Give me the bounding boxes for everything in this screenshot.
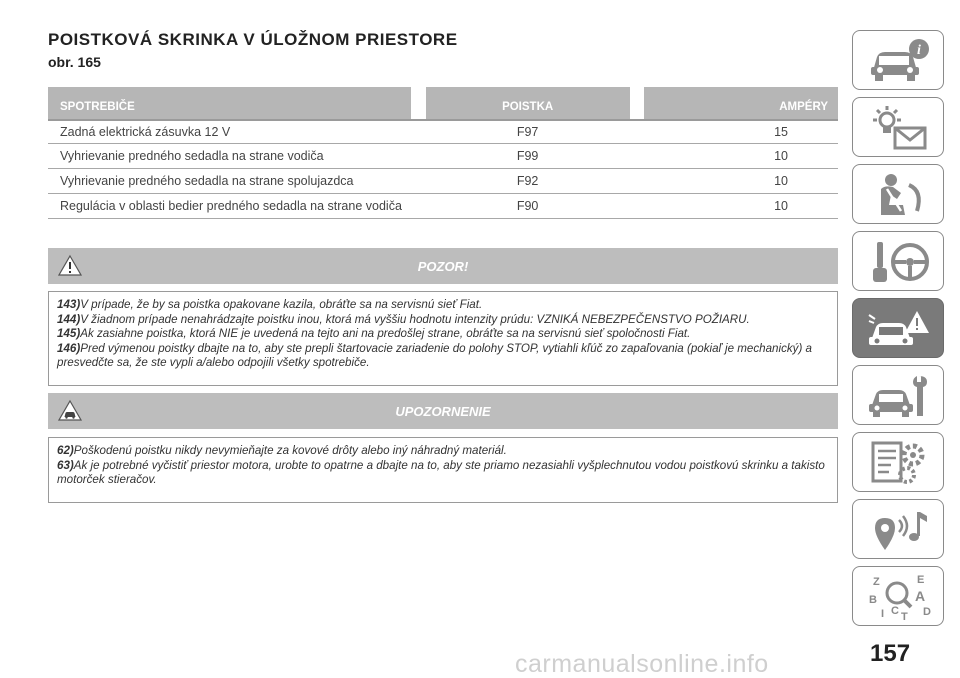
note-number: 62) (57, 444, 74, 457)
chapter-tab-car-info[interactable] (852, 30, 944, 90)
notice-notes-box (48, 437, 838, 503)
page-title: POISTKOVÁ SKRINKA V ÚLOŽNOM PRIESTORE (48, 30, 458, 49)
chapter-tab-key-steering[interactable] (852, 231, 944, 291)
index-letter: T (901, 611, 908, 621)
note-text: Pred výmenou poistky dbajte na to, aby ste prepli štartovacie zariadenie do polohy STOP, vytiahli kľúč zo zapaľovania (pokiaľ je mechanický) a presvedčte sa, že ste vypli a/alebo odpojili všetky spotrebiče. (57, 341, 812, 370)
note-item (57, 298, 829, 313)
cell-gap (411, 144, 426, 169)
cell-gap (630, 169, 645, 194)
emergency-car-icon (867, 305, 931, 353)
table-row (48, 194, 838, 219)
chapter-tab-emergency[interactable] (852, 298, 944, 358)
fuse-table (48, 87, 838, 219)
cell-gap (411, 194, 426, 219)
note-text: Ak zasiahne poistka, ktorá NIE je uvedená na tejto ani na predošlej strane, obráťte sa na servisnú sieť spoločnosti Fiat. (80, 327, 691, 341)
warning-header-bar (48, 248, 838, 284)
index-letter: Z (873, 576, 880, 588)
cell-amperes: 15 (644, 119, 838, 144)
multimedia-icon (867, 506, 931, 554)
cell-consumer: Vyhrievanie predného sedadla na strane vodiča (48, 144, 411, 169)
index-letter: C (891, 605, 899, 617)
note-item (57, 327, 829, 342)
note-text: Poškodenú poistku nikdy nevymieňajte za kovové drôty alebo iný náhradný materiál. (73, 444, 507, 457)
note-number: 63) (57, 458, 74, 472)
warning-notes-box (48, 291, 838, 386)
column-header-fuse: POISTKA (426, 87, 630, 119)
car-info-icon (867, 37, 931, 85)
column-header-consumers: SPOTREBIČE (48, 87, 411, 119)
chapter-tab-warning-lights[interactable] (852, 97, 944, 157)
note-item (57, 459, 829, 488)
note-number: 146) (57, 341, 81, 355)
chapter-tab-multimedia[interactable] (852, 499, 944, 559)
table-row (48, 144, 838, 169)
cell-consumer: Vyhrievanie predného sedadla na strane spolujazdca (48, 169, 411, 194)
watermark: carmanualsonline.info (515, 650, 769, 678)
note-number: 144) (57, 312, 81, 326)
note-item (57, 313, 829, 328)
key-steering-wheel-icon (867, 238, 931, 286)
notice-title: UPOZORNENIE (395, 404, 491, 419)
header-gap (411, 87, 426, 119)
table-header-row (48, 87, 838, 119)
cell-consumer: Regulácia v oblasti bedier predného sedadla na strane vodiča (48, 194, 411, 219)
note-text: V žiadnom prípade nenahrádzajte poistku inou, ktorá má vyššiu hodnotu intenzity prúdu: VZNIKÁ NEBEZPEČENSTVO POŽIARU. (80, 312, 750, 326)
cell-fuse: F92 (426, 169, 630, 194)
specs-gears-icon (867, 439, 931, 487)
svg-text:i: i (917, 43, 921, 58)
table-row (48, 119, 838, 144)
chapter-tab-index[interactable] (852, 566, 944, 626)
cell-gap (630, 144, 645, 169)
column-header-amperes: AMPÉRY (644, 87, 838, 119)
header-gap (630, 87, 645, 119)
note-text: V prípade, že by sa poistka opakovane kazila, obráťte sa na servisnú sieť Fiat. (80, 298, 483, 311)
index-letter: D (923, 606, 931, 618)
cell-amperes: 10 (644, 144, 838, 169)
cell-gap (630, 194, 645, 219)
warning-title: POZOR! (417, 259, 469, 274)
warning-lights-icon (867, 104, 931, 152)
note-item (57, 342, 829, 371)
index-letter: E (917, 574, 925, 586)
note-item (57, 444, 829, 459)
cell-gap (411, 169, 426, 194)
note-number: 143) (57, 298, 81, 311)
cell-amperes: 10 (644, 194, 838, 219)
index-search-icon (867, 573, 931, 621)
chapter-tab-seat-safety[interactable] (852, 164, 944, 224)
notice-header-bar (48, 393, 838, 429)
seat-safety-icon (867, 171, 931, 219)
note-number: 145) (57, 327, 81, 341)
cell-amperes: 10 (644, 169, 838, 194)
cell-fuse: F99 (426, 144, 630, 169)
figure-reference: obr. 165 (48, 54, 101, 70)
page-number: 157 (870, 640, 911, 667)
note-text: Ak je potrebné vyčistiť priestor motora, urobte to opatrne a dbajte na to, aby ste priamo nezasiahli vyšplechnutou vodou poistkovú skrinku a takisto motorček stieračov. (57, 458, 825, 487)
cell-fuse: F90 (426, 194, 630, 219)
cell-consumer: Zadná elektrická zásuvka 12 V (48, 119, 411, 144)
index-letter: A (915, 588, 926, 604)
table-row (48, 169, 838, 194)
cell-fuse: F97 (426, 119, 630, 144)
cell-gap (411, 119, 426, 144)
chapter-tab-maintenance[interactable] (852, 365, 944, 425)
cell-gap (630, 119, 645, 144)
index-letter: I (881, 608, 885, 620)
index-letter: B (869, 594, 877, 606)
car-maintenance-icon (867, 372, 931, 420)
chapter-tab-specs[interactable] (852, 432, 944, 492)
